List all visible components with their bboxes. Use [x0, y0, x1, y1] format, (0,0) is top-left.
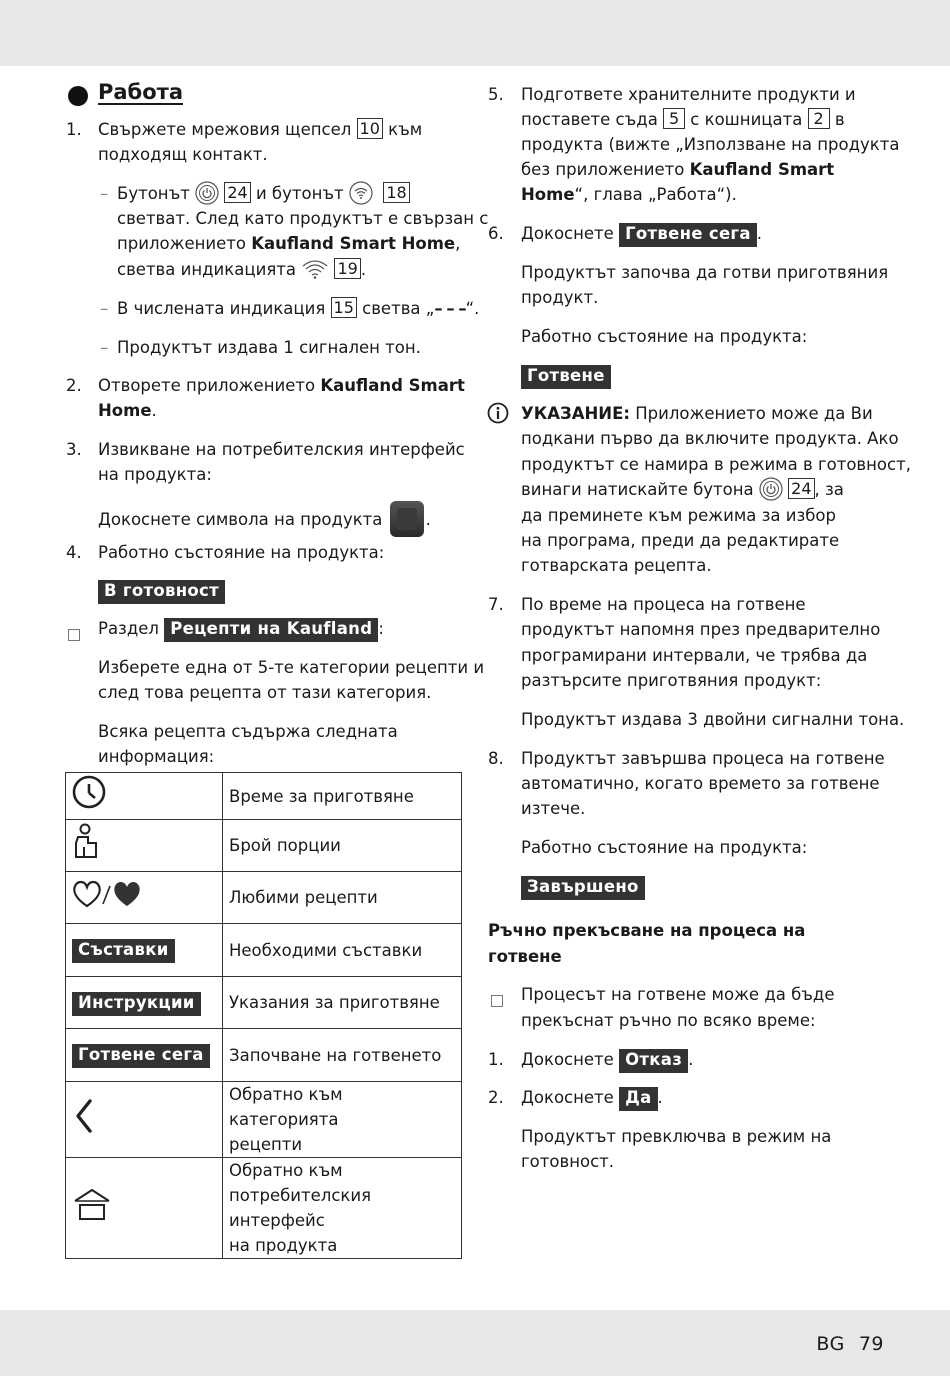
final-line-1: Продуктът превключва в режим на	[521, 1127, 832, 1146]
info-icon	[487, 402, 509, 424]
step-7-line-2: продуктът напомня през предварително	[521, 620, 881, 639]
table-row	[66, 1158, 462, 1259]
note-line-2: подкани първо да включите продукта. Ако	[521, 429, 899, 448]
sub-1-line-4: светва индикацията 19 .	[117, 259, 367, 279]
status-badge-standby: В готовност	[98, 578, 225, 604]
table-row	[66, 1082, 462, 1158]
bullet-dot-icon	[68, 86, 88, 106]
step-6-p1-line-1: Продуктът започва да готви приготвяния	[521, 263, 889, 282]
dash-marker: –	[100, 184, 109, 203]
para-2-line-2: информация:	[98, 747, 215, 766]
table-cell-text: Необходими съставки	[223, 924, 462, 977]
wifi-button-icon	[349, 181, 373, 205]
ref-number: 18	[383, 182, 409, 203]
sub-1-line-3: приложението Kaufland Smart Home,	[117, 234, 461, 253]
step-number: 8.	[488, 749, 504, 768]
sub-2: В числената индикация 15 светва „– – –“.	[117, 298, 480, 318]
top-band	[0, 0, 950, 66]
step-6-line: Докоснете Готвене сега .	[521, 221, 762, 247]
para-1-line-1: Изберете една от 5-те категории рецепти и	[98, 658, 485, 677]
step-number: 6.	[488, 224, 504, 243]
step-number: 1.	[66, 120, 82, 139]
ref-number: 19	[334, 258, 360, 279]
recipe-info-table	[65, 772, 462, 1259]
step-7-p: Продуктът издава 3 двойни сигнални тона.	[521, 710, 905, 729]
instructions-label: Инструкции	[72, 992, 201, 1016]
step-7-line-3: програмирани интервали, че трябва да	[521, 646, 868, 665]
power-icon	[759, 477, 783, 501]
cancel-label: Отказ	[619, 1049, 688, 1073]
table-cell-text: Време за приготвяне	[223, 773, 462, 820]
step-5-line-3: продукта (вижте „Използване на продукта	[521, 135, 900, 154]
table-cell-text: Започване на готвенето	[223, 1029, 462, 1082]
para-1-line-2: след това рецепта от тази категория.	[98, 683, 432, 702]
heart-icon	[72, 879, 144, 909]
table-cell-text: Брой порции	[223, 820, 462, 872]
note-line-7: готварската рецепта.	[521, 556, 712, 575]
step-5-line-4: без приложението Kaufland Smart	[521, 160, 835, 179]
step-number: 1.	[488, 1050, 504, 1069]
checkbox-marker	[68, 623, 80, 649]
ref-number: 24	[788, 478, 814, 499]
table-row	[66, 872, 462, 924]
dash-marker: –	[100, 338, 109, 357]
step-5-line-5: Home“, глава „Работа“).	[521, 185, 737, 204]
bullet-line-1: Процесът на готвене може да бъде	[521, 985, 835, 1004]
section-line: Раздел Рецепти на Kaufland :	[98, 616, 384, 642]
step-number: 3.	[66, 440, 82, 459]
section-title: Работа	[98, 80, 183, 104]
home-icon	[72, 1186, 112, 1222]
kaufland-recipes-label: Рецепти на Kaufland	[164, 618, 378, 642]
clock-icon	[72, 775, 106, 809]
yes-label: Да	[619, 1087, 657, 1111]
sub-1-line-1: Бутонът 24 и бутонът 18	[117, 181, 410, 207]
step-2-line-2: Home.	[98, 401, 157, 420]
step-3-line-1: Извикване на потребителския интерфейс	[98, 440, 465, 459]
subheading-line-1: Ръчно прекъсване на процеса на	[488, 921, 806, 940]
portions-icon	[72, 823, 100, 861]
table-row	[66, 924, 462, 977]
step-4-text: Работно състояние на продукта:	[98, 543, 385, 562]
table-row	[66, 820, 462, 872]
cook-now-label: Готвене сега	[619, 223, 757, 247]
bullet-line-2: прекъснат ръчно по всяко време:	[521, 1011, 816, 1030]
cook-now-label: Готвене сега	[72, 1044, 210, 1068]
note-line-3: продуктът се намира в режима в готовност,	[521, 455, 911, 474]
table-cell-text: Любими рецепти	[223, 872, 462, 924]
table-cell-text: Обратно към категорията рецепти	[223, 1082, 462, 1158]
step-8-p: Работно състояние на продукта:	[521, 838, 808, 857]
sub-1-line-2: светват. След като продуктът е свързан с	[117, 209, 489, 228]
ingredients-label: Съставки	[72, 939, 175, 963]
language-code: BG	[816, 1333, 845, 1355]
subheading-line-2: готвене	[488, 947, 562, 966]
sub-3: Продуктът издава 1 сигнален тон.	[117, 338, 421, 357]
page-number: 79	[858, 1333, 884, 1355]
step-1-line-2: подходящ контакт.	[98, 145, 268, 164]
table-cell-text: Указания за приготвяне	[223, 977, 462, 1029]
chevron-left-icon	[72, 1097, 96, 1135]
step-8-line-1: Продуктът завършва процеса на готвене	[521, 749, 885, 768]
table-cell-text: Обратно към потребителския интерфейс на продукта	[223, 1158, 462, 1259]
product-app-icon	[390, 501, 424, 537]
para-2-line-1: Всяка рецепта съдържа следната	[98, 722, 398, 741]
step-number: 7.	[488, 595, 504, 614]
step-number: 2.	[66, 376, 82, 395]
step-6-p1-line-2: продукт.	[521, 288, 599, 307]
table-row	[66, 773, 462, 820]
step-1-line-1: Свържете мрежовия щепсел 10 към	[98, 119, 423, 139]
ref-number: 10	[357, 118, 383, 139]
step-number: 4.	[66, 543, 82, 562]
step-6-p2: Работно състояние на продукта:	[521, 327, 808, 346]
ref-number: 2	[808, 108, 830, 129]
step-5-line-2: поставете съда 5 с кошницата 2 в	[521, 109, 845, 129]
manual-step-1: Докоснете Отказ .	[521, 1047, 693, 1073]
step-number: 5.	[488, 85, 504, 104]
step-7-line-4: разтърсите приготвяния продукт:	[521, 671, 822, 690]
power-icon	[195, 181, 219, 205]
dash-marker: –	[100, 299, 109, 318]
step-7-line-1: По време на процеса на готвене	[521, 595, 806, 614]
ref-number: 15	[331, 297, 357, 318]
checkbox-marker	[491, 989, 503, 1015]
note-line-4: винаги натискайте бутона 24 , за	[521, 479, 844, 499]
step-2-line-1: Отворете приложението Kaufland Smart	[98, 376, 465, 395]
step-5-line-1: Подгответе хранителните продукти и	[521, 85, 856, 104]
final-line-2: готовност.	[521, 1152, 615, 1171]
note-line-6: на програма, преди да редактирате	[521, 531, 840, 550]
ref-number: 24	[224, 182, 250, 203]
manual-step-2: Докоснете Да .	[521, 1085, 663, 1111]
step-3-line-3: Докоснете символа на продукта .	[98, 501, 431, 537]
note-line-1: УКАЗАНИЕ: Приложението може да Ви	[521, 404, 873, 423]
note-line-5: да преминете към режима за избор	[521, 506, 836, 525]
page-footer	[802, 1332, 884, 1358]
step-8-line-3: изтече.	[521, 799, 586, 818]
ref-number: 5	[663, 108, 685, 129]
table-row	[66, 977, 462, 1029]
step-8-line-2: автоматично, когато времето за готвене	[521, 774, 880, 793]
step-number: 2.	[488, 1088, 504, 1107]
table-row	[66, 1029, 462, 1082]
status-badge-cooking: Готвене	[521, 363, 611, 389]
step-3-line-2: на продукта:	[98, 465, 212, 484]
status-badge-finished: Завършено	[521, 874, 645, 900]
wifi-icon	[301, 258, 329, 280]
